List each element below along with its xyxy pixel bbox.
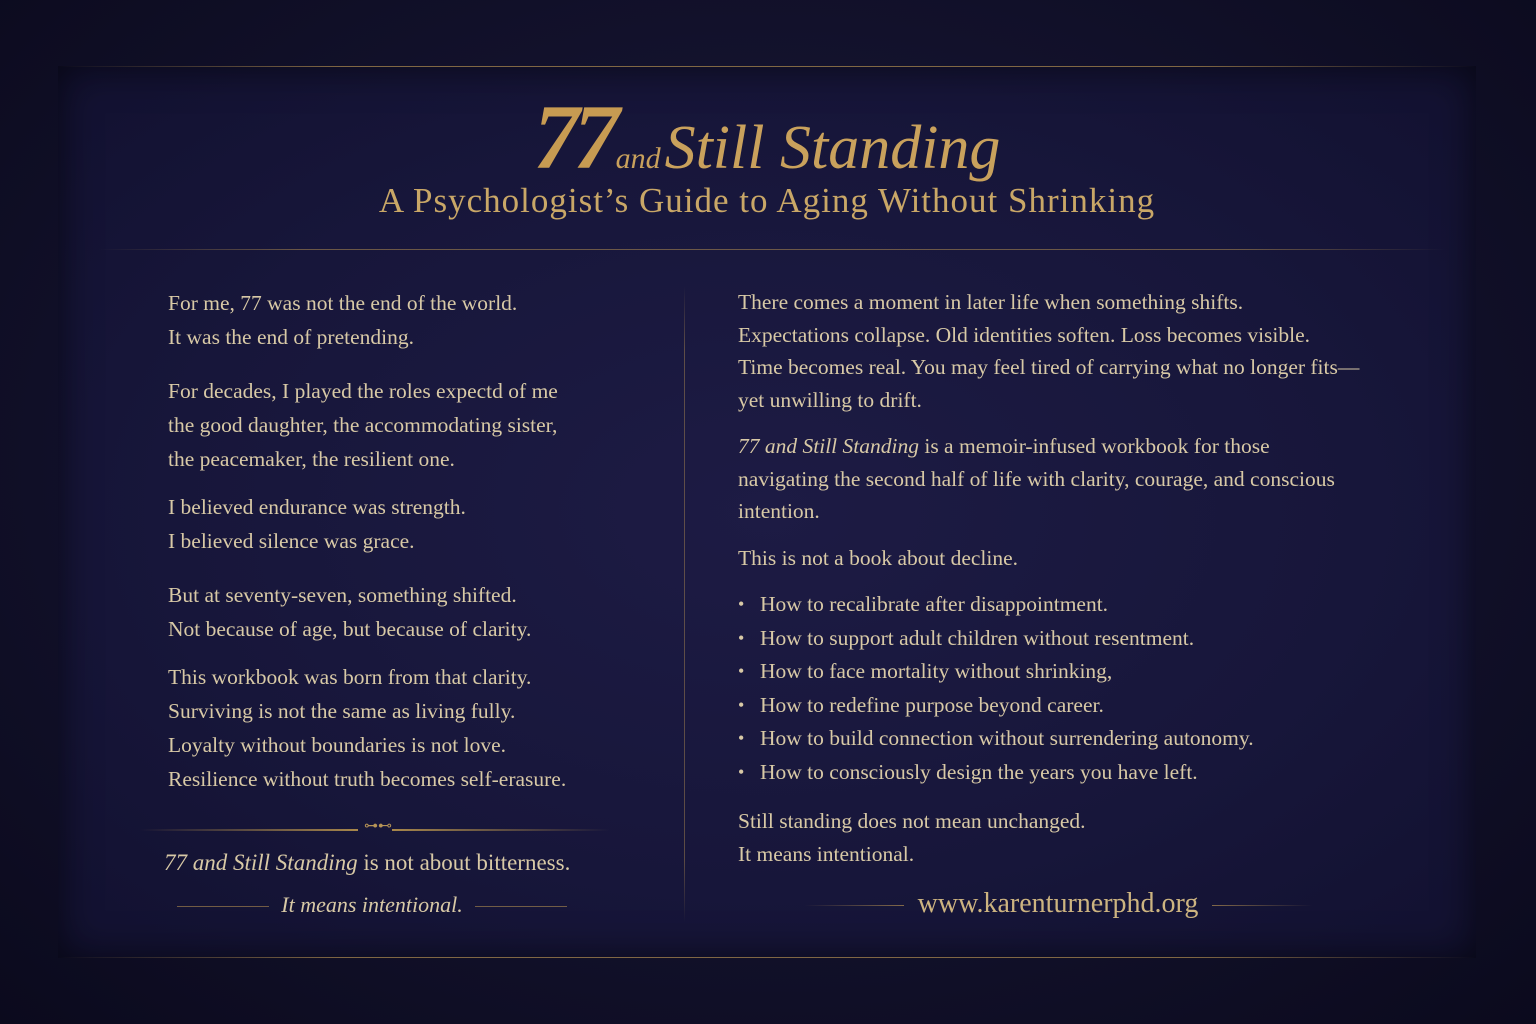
header-divider — [98, 249, 1446, 250]
url-dash-right — [1212, 905, 1312, 906]
right-column — [738, 286, 1418, 884]
book-description — [738, 430, 1418, 528]
list-item-text: How to redefine purpose beyond career. — [760, 692, 1104, 717]
text-line: It was the end of pretending. — [168, 325, 414, 349]
text-line: Resilience without truth becomes self-erasure. — [168, 767, 567, 791]
text-line: the peacemaker, the resilient one. — [168, 447, 455, 471]
footer-statement-text: is not about bitterness. — [357, 850, 571, 875]
title-main: Still Standing — [664, 114, 1001, 182]
title-number: 77 — [533, 86, 614, 188]
left-column — [168, 286, 668, 810]
bullet-icon: • — [738, 728, 745, 748]
not-decline-statement: This is not a book about decline. — [738, 545, 1019, 570]
text-line: Not because of age, but because of clarity. — [168, 617, 532, 641]
text-line: Loyalty without boundaries is not love. — [168, 733, 506, 757]
left-paragraph — [168, 578, 668, 646]
footer-book-title: 77 and Still Standing — [164, 850, 358, 875]
ornament-bar-right — [392, 829, 610, 831]
text-line: navigating the second half of life with clarity, courage, and conscious — [738, 466, 1335, 491]
text-line: For decades, I played the roles expectd of me — [168, 379, 558, 403]
left-footer-statement — [164, 850, 684, 876]
list-item — [738, 756, 1418, 790]
title-block — [58, 84, 1476, 190]
list-item — [738, 689, 1418, 723]
description-text: is a memoir-infused workbook for those — [918, 434, 1270, 458]
left-footer-tagline — [164, 892, 580, 918]
left-paragraph — [168, 660, 668, 796]
title-and: and — [615, 142, 661, 175]
bullet-icon: • — [738, 594, 745, 614]
url-dash-left — [804, 905, 904, 906]
text-line: Time becomes real. You may feel tired of carrying what no longer fits— — [738, 355, 1360, 379]
intro-paragraph — [738, 286, 1418, 416]
panel-bottom-border — [58, 957, 1476, 958]
text-line: I believed silence was grace. — [168, 529, 415, 553]
list-item-text: How to support adult children without resentment. — [760, 625, 1195, 650]
list-item-text: How to recalibrate after disappointment. — [760, 592, 1109, 616]
text-line — [738, 430, 1418, 463]
text-line: Surviving is not the same as living fully. — [168, 699, 516, 723]
ornamental-divider — [140, 819, 610, 834]
text-line: But at seventy-seven, something shifted. — [168, 583, 517, 607]
text-line: There comes a moment in later life when something shifts. — [738, 290, 1244, 314]
text-line: yet unwilling to drift. — [738, 387, 922, 412]
list-item-text: How to build connection without surrendering autonomy. — [760, 726, 1254, 750]
list-item-text: How to consciously design the years you have left. — [760, 759, 1198, 784]
book-subtitle: A Psychologist’s Guide to Aging Without Shrinking — [378, 181, 1156, 220]
text-line: For me, 77 was not the end of the world. — [168, 291, 518, 315]
text-line: It means intentional. — [738, 841, 915, 866]
ornament-glyph: ⊶⊷ — [364, 819, 392, 834]
text-line: Expectations collapse. Old identities soften. Loss becomes visible. — [738, 322, 1311, 347]
website-row — [758, 888, 1358, 920]
list-item — [738, 588, 1418, 622]
tagline-text: It means intentional. — [281, 892, 463, 917]
left-paragraph — [168, 374, 668, 476]
tagline-dash-right — [475, 906, 567, 907]
tagline-dash-left — [177, 906, 269, 907]
bullet-icon: • — [738, 661, 745, 681]
text-line: This workbook was born from that clarity. — [168, 665, 532, 689]
ornament-bar-left — [140, 829, 358, 831]
column-divider — [684, 286, 685, 922]
content-panel — [58, 66, 1476, 958]
list-item — [738, 655, 1418, 689]
text-line: intention. — [738, 499, 820, 523]
description-book-title: 77 and Still Standing — [738, 434, 919, 458]
text-line: Still standing does not mean unchanged. — [738, 809, 1086, 833]
text-line: I believed endurance was strength. — [168, 495, 466, 519]
bullet-icon: • — [738, 761, 745, 782]
bullet-icon: • — [738, 627, 745, 648]
website-link[interactable]: www.karenturnerphd.org — [917, 888, 1199, 919]
list-item — [738, 622, 1418, 656]
topics-list — [738, 588, 1418, 789]
book-title — [534, 84, 1001, 190]
left-paragraph — [168, 490, 668, 558]
list-item — [738, 722, 1418, 756]
list-item-text: How to face mortality without shrinking, — [760, 659, 1113, 683]
closing-paragraph — [738, 805, 1418, 870]
text-line: the good daughter, the accommodating sister, — [168, 413, 558, 437]
panel-top-border — [58, 66, 1476, 67]
left-paragraph — [168, 286, 668, 354]
bullet-icon: • — [738, 694, 745, 715]
